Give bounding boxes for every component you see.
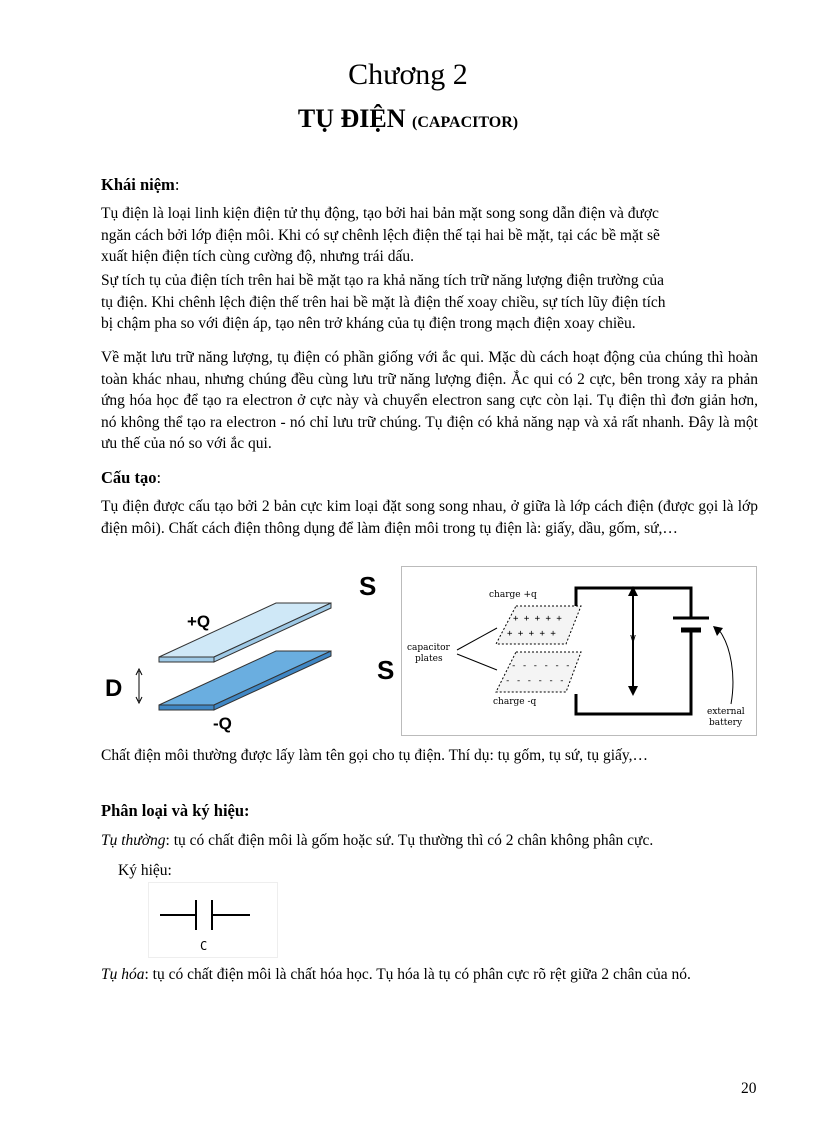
top-plate	[159, 603, 331, 657]
title-main: TỤ ĐIỆN	[297, 104, 406, 133]
minus-charges-row-2: - - - - - -	[505, 676, 565, 686]
label-plates-1: capacitor	[407, 643, 450, 653]
plus-charges-row-2: + + + + +	[507, 629, 556, 639]
chapter-heading	[0, 104, 816, 134]
paragraph-concept-3: Về mặt lưu trữ năng lượng, tụ điện có phần giống với ắc qui. Mặc dù cách hoạt động của chúng thì hoàn toàn khác nhau, nhưng chúng đều cùng lưu trữ năng lượng điện. Ắc qui có 2 cực, bên trong xảy ra phản ứng hóa học để tạo ra electron ở cực này và chuyển electron sang cực còn lại. Tụ điện thì đơn giản hơn, nó không thể tạo ra electron - nó chỉ lưu trữ chúng. Tụ điện có khả năng nạp và xả rất nhanh. Đây là một ưu thế của nó so với ắc qui.	[101, 349, 758, 452]
parallel-plate-figure	[101, 565, 397, 737]
paragraph-structure: Tụ điện được cấu tạo bởi 2 bản cực kim loại đặt song song nhau, ở giữa là lớp cách điện (được gọi là lớp điện môi). Chất cách điện thông dụng để làm điện môi trong tụ điện là: giấy, dầu, gốm, sứ,…	[101, 498, 758, 537]
label-plates-2: plates	[415, 654, 443, 664]
label-s-bottom: S	[377, 655, 395, 685]
label-minus-q: -Q	[213, 714, 232, 733]
capacitor-symbol	[148, 882, 278, 958]
section-heading-classification: Phân loại và ký hiệu:	[101, 801, 250, 820]
term-normal-capacitor: Tụ thường	[101, 832, 166, 849]
label-plus-q: +Q	[187, 612, 211, 631]
label-d: D	[105, 675, 123, 702]
plus-charges-row-1: + + + + +	[513, 614, 562, 624]
label-v: V	[630, 634, 637, 645]
label-battery-1: external	[707, 707, 745, 717]
label-s-top: S	[359, 571, 377, 601]
paragraph-dielectric-naming: Chất điện môi thường được lấy làm tên gọi cho tụ điện. Thí dụ: tụ gốm, tụ sứ, tụ giấy,…	[101, 747, 649, 764]
capacitor-circuit-figure	[401, 566, 757, 736]
figure-frame	[402, 567, 757, 736]
label-charge-plus: charge +q	[489, 590, 537, 600]
section-heading-concept: Khái niệm:	[101, 175, 180, 194]
chapter-title: Chương 2	[348, 58, 468, 91]
symbol-label: Ký hiệu:	[118, 862, 172, 879]
term-electrolytic-capacitor: Tụ hóa	[101, 966, 145, 983]
minus-charges-row-1: - - - - - -	[511, 661, 571, 671]
title-sub: (CAPACITOR)	[412, 114, 519, 131]
paragraph-normal-capacitor: Tụ thường: tụ có chất điện môi là gốm hoặc sứ. Tụ thường thì có 2 chân không phân cực.	[101, 832, 654, 849]
label-charge-minus: charge -q	[493, 697, 537, 707]
section-heading-structure: Cấu tạo:	[101, 468, 162, 487]
symbol-c-label: C	[200, 939, 208, 953]
paragraph-electrolytic-capacitor: Tụ hóa: tụ có chất điện môi là chất hóa học. Tụ hóa là tụ có phân cực rõ rệt giữa 2 chân của nó.	[101, 966, 691, 983]
top-plate-edge-front	[159, 657, 214, 662]
paragraph-concept-1: Tụ điện là loại linh kiện điện tử thụ động, tạo bởi hai bản mặt song song dẫn điện và được ngăn cách bởi lớp điện môi. Khi có sự chênh lệch điện thế tại hai bề mặt, tại các bề mặt sẽ xuất hiện điện tích cùng cường độ, nhưng trái dấu.	[101, 205, 660, 265]
paragraph-concept-2: Sự tích tụ của điện tích trên hai bề mặt tạo ra khả năng tích trữ năng lượng điện trường của tụ điện. Khi chênh lệch điện thế trên hai bề mặt là điện thế xoay chiều, sự tích lũy điện tích bị chậm pha so với điện áp, tạo nên trở kháng của tụ điện trong mạch điện xoay chiều.	[101, 272, 666, 332]
page-number: 20	[741, 1080, 757, 1097]
label-battery-2: battery	[709, 718, 743, 728]
bottom-plate-edge-front	[159, 705, 214, 710]
